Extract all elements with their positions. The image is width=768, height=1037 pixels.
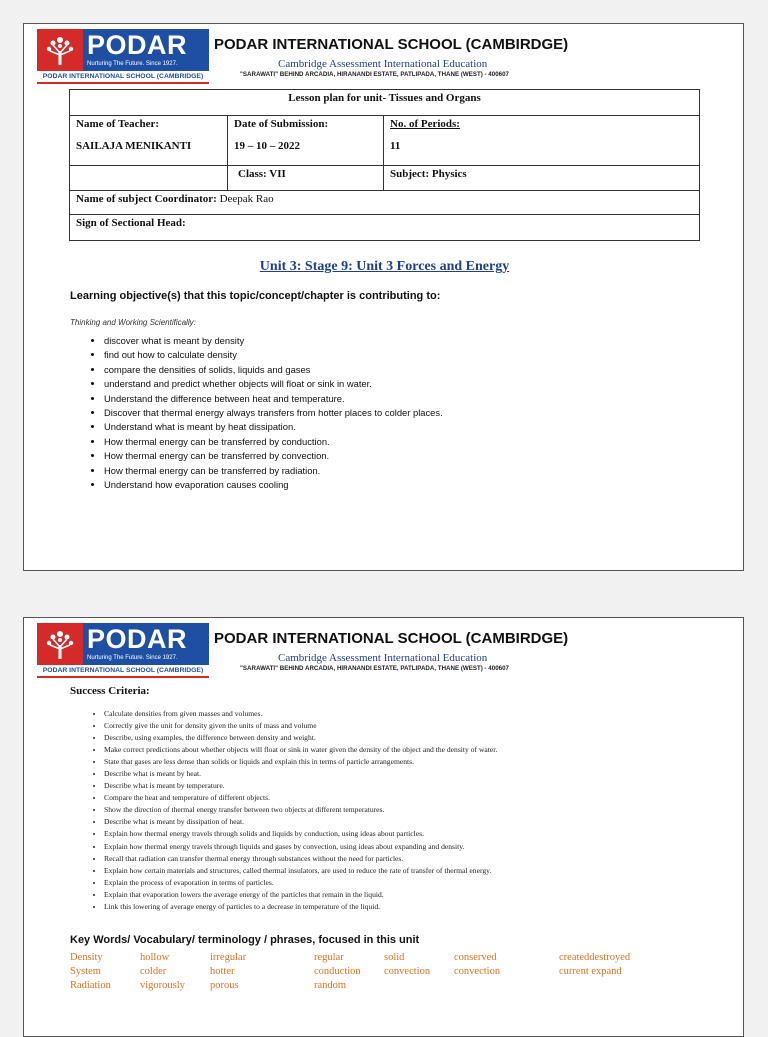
keyword-column [70,951,111,993]
keyword-item: current expand [559,966,622,977]
objective-item: • Discover that thermal energy always transfers from hotter places to colder places. [104,406,443,420]
keyword-item: hollow [140,952,170,963]
coordinator-cell [70,191,700,215]
objectives-list [86,334,443,492]
logo-brand: PODAR [87,624,188,654]
keyword-column [454,951,500,979]
keyword-item: regular [314,952,344,963]
criteria-item: • Calculate densities from given masses and volumes. [104,708,497,720]
objective-item: • find out how to calculate density [104,348,443,362]
school-name: PODAR INTERNATIONAL SCHOOL (CAMBIRDGE) [214,630,569,647]
lesson-title: Lesson plan for unit- Tissues and Organs [70,90,700,116]
document-page-1 [23,23,744,571]
keyword-column [140,951,185,993]
class-value: Class: VII [228,166,384,191]
objective-item: • compare the densities of solids, liquids and gases [104,363,443,377]
criteria-item: • Compare the heat and temperature of different objects. [104,792,497,804]
criteria-item: • Describe, using examples, the difference between density and weight. [104,732,497,744]
keyword-item: System [70,966,101,977]
logo-subtitle: PODAR INTERNATIONAL SCHOOL (CAMBRIDGE) [42,73,204,80]
document-page-2 [23,617,744,1037]
criteria-item: • Describe what is meant by dissipation of heat. [104,816,497,828]
keyword-item: conduction [314,966,361,977]
tree-icon [45,627,75,661]
objective-item: • How thermal energy can be transferred by conduction. [104,435,443,449]
school-address: "SARAWATI" BEHIND ARCADIA, HIRANANDI ESTATE, PATLIPADA, THANE (WEST) - 400607 [240,665,509,672]
page-header [24,24,745,90]
coordinator-name: Deepak Rao [219,193,274,205]
school-address: "SARAWATI" BEHIND ARCADIA, HIRANANDI ESTATE, PATLIPADA, THANE (WEST) - 400607 [240,71,509,78]
logo-subtitle: PODAR INTERNATIONAL SCHOOL (CAMBRIDGE) [42,667,204,674]
teacher-name: SAILAJA MENIKANTI [76,140,192,152]
objective-item: • How thermal energy can be transferred by convection. [104,449,443,463]
criteria-item: • Describe what is meant by temperature. [104,780,497,792]
objective-item: • Understand how evaporation causes cooling [104,478,443,492]
podar-logo [37,29,209,85]
objective-item: • discover what is meant by density [104,334,443,348]
criteria-item: • Show the direction of thermal energy transfer between two objects at different temperatures. [104,804,497,816]
page-header [24,618,745,684]
school-name: PODAR INTERNATIONAL SCHOOL (CAMBIRDGE) [214,36,569,53]
keyword-item: colder [140,966,167,977]
keyword-item: conserved [454,952,497,963]
thinking-label: Thinking and Working Scientifically: [70,318,196,327]
keyword-item: random [314,980,347,991]
keyword-item: vigorously [140,980,185,991]
board-name: Cambridge Assessment International Education [278,652,488,664]
submission-date: 19 – 10 – 2022 [234,140,300,152]
criteria-item: • Correctly give the unit for density given the units of mass and volume [104,720,497,732]
keywords-heading: Key Words/ Vocabulary/ terminology / phrases, focused in this unit [70,934,420,946]
keyword-item: solid [384,952,405,963]
periods-value: 11 [390,140,401,152]
criteria-item: • Explain that evaporation lowers the average energy of the particles that remain in the liquid. [104,889,497,901]
teacher-label: Name of Teacher: [76,118,160,130]
objective-item: • Understand what is meant by heat dissipation. [104,420,443,434]
keyword-item: convection [384,966,431,977]
keyword-column [559,951,630,979]
criteria-item: • Explain how thermal energy travels through liquids and gases by convection, using ideas about expanding and density. [104,841,497,853]
keyword-column [384,951,430,979]
tree-icon [45,33,75,67]
periods-label: No. of Periods: [390,118,460,130]
keyword-item: irregular [210,952,247,963]
keyword-item: createddestroyed [559,952,631,963]
criteria-item: • Describe what is meant by heat. [104,768,497,780]
criteria-item: • Explain how certain materials and structures, called thermal insulators, are used to reduce the rate of transfer of thermal energy. [104,865,497,877]
keyword-item: porous [210,980,239,991]
keyword-item: convection [454,966,501,977]
teacher-cell [70,116,228,166]
lesson-plan-table [69,89,700,241]
keyword-item: hotter [210,966,235,977]
objective-item: • understand and predict whether objects will float or sink in water. [104,377,443,391]
keyword-item: Density [70,952,103,963]
criteria-item: • Make correct predictions about whether objects will float or sink in water given the density of the object and the density of water. [104,744,497,756]
keyword-column [210,951,246,993]
coordinator-label: Name of subject Coordinator: [76,193,217,205]
objectives-heading: Learning objective(s) that this topic/concept/chapter is contributing to: [70,290,441,302]
subject-value: Subject: Physics [384,166,700,191]
criteria-item: • Recall that radiation can transfer thermal energy through substances without the need for particles. [104,853,497,865]
criteria-item: • Explain how thermal energy travels through solids and liquids by conduction, using ideas about particles. [104,828,497,840]
podar-logo [37,623,209,679]
objective-item: • How thermal energy can be transferred by radiation. [104,464,443,478]
criteria-item: • Explain the process of evaporation in terms of particles. [104,877,497,889]
board-name: Cambridge Assessment International Education [278,58,488,70]
criteria-item: • Link this lowering of average energy of particles to a decrease in temperature of the liquid. [104,901,497,913]
keyword-column [314,951,361,993]
success-criteria-list [90,708,497,913]
logo-tagline: Nurturing The Future. Since 1927. [87,61,178,67]
keyword-item: Radiation [70,980,111,991]
periods-cell [384,116,700,166]
date-label: Date of Submission: [234,118,329,130]
criteria-item: • State that gases are less dense than solids or liquids and explain this in terms of particle arrangements. [104,756,497,768]
sign-label: Sign of Sectional Head: [70,215,700,241]
unit-title: Unit 3: Stage 9: Unit 3 Forces and Energy [259,259,510,274]
date-cell [228,116,384,166]
logo-brand: PODAR [87,30,188,60]
logo-tagline: Nurturing The Future. Since 1927. [87,655,178,661]
objective-item: • Understand the difference between heat and temperature. [104,392,443,406]
success-criteria-heading: Success Criteria: [70,685,150,697]
empty-cell [70,166,228,191]
